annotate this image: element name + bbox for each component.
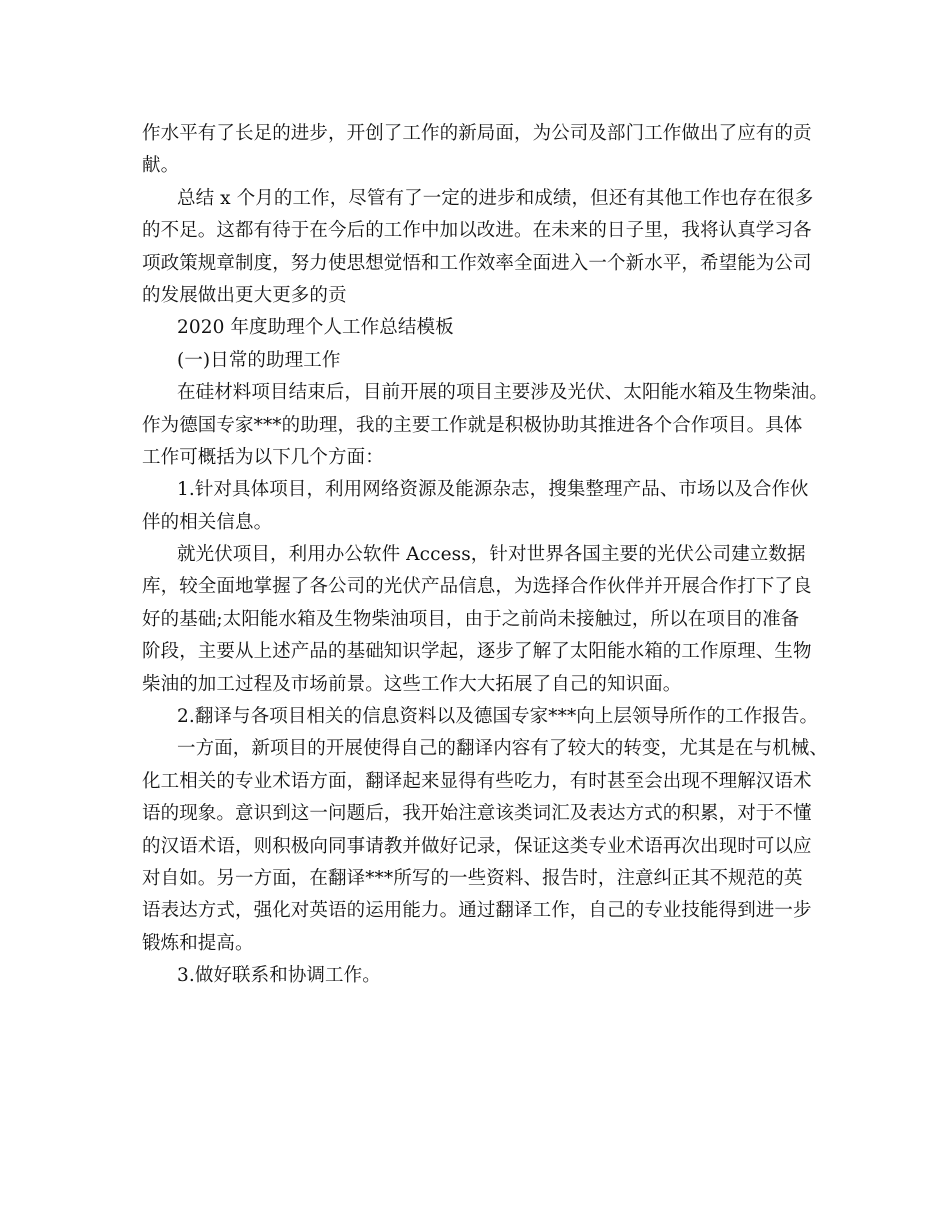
body-line-9: 在硅材料项目结束后，目前开展的项目主要涉及光伏、太阳能水箱及生物柴油。 <box>177 382 829 404</box>
body-line-5: 项政策规章制度，努力使思想觉悟和工作效率全面进入一个新水平，希望能为公司 <box>142 252 812 274</box>
body-line-11: 工作可概括为以下几个方面： <box>142 446 384 468</box>
body-line-20: 一方面，新项目的开展使得自己的翻译内容有了较大的转变，尤其是在与机械、 <box>177 738 829 760</box>
body-line-13: 伴的相关信息。 <box>142 511 273 533</box>
body-line-1: 作水平有了长足的进步，开创了工作的新局面，为公司及部门工作做出了应有的贡 <box>142 123 812 144</box>
body-line-17: 阶段，主要从上述产品的基础知识学起，逐步了解了太阳能水箱的工作原理、生物 <box>142 641 812 663</box>
list-item-1: 1.针对具体项目，利用网络资源及能源杂志，搜集整理产品、市场以及合作伙 <box>177 479 809 501</box>
list-item-3: 3.做好联系和协调工作。 <box>177 965 381 987</box>
body-line-22: 语的现象。意识到这一问题后，我开始注意该类词汇及表达方式的积累，对于不懂 <box>142 803 812 825</box>
body-line-3: 总结 x 个月的工作，尽管有了一定的进步和成绩，但还有其他工作也存在很多 <box>177 187 814 209</box>
body-line-10: 作为德国专家***的助理，我的主要工作就是积极协助其推进各个合作项目。具体 <box>142 414 803 436</box>
body-line-21: 化工相关的专业术语方面，翻译起来显得有些吃力，有时甚至会出现不理解汉语术 <box>142 770 812 792</box>
body-line-23: 的汉语术语，则积极向同事请教并做好记录，保证这类专业术语再次出现时可以应 <box>142 835 812 857</box>
section-title: 2020 年度助理个人工作总结模板 <box>177 317 454 339</box>
body-line-18: 柴油的加工过程及市场前景。这些工作大大拓展了自己的知识面。 <box>142 673 682 695</box>
body-line-6: 的发展做出更大更多的贡 <box>142 284 347 306</box>
subsection-heading: (一)日常的助理工作 <box>177 349 341 371</box>
body-line-26: 锻炼和提高。 <box>142 932 254 954</box>
body-line-15: 库，较全面地掌握了各公司的光伏产品信息，为选择合作伙伴并开展合作打下了良 <box>142 576 812 598</box>
body-line-24: 对自如。另一方面，在翻译***所写的一些资料、报告时，注意纠正其不规范的英 <box>142 867 803 889</box>
document-body <box>142 118 829 993</box>
body-line-16: 好的基础;太阳能水箱及生物柴油项目，由于之前尚未接触过，所以在项目的准备 <box>142 608 800 630</box>
body-line-14: 就光伏项目，利用办公软件 Access，针对世界各国主要的光伏公司建立数据 <box>177 544 806 566</box>
body-line-25: 语表达方式，强化对英语的运用能力。通过翻译工作，自己的专业技能得到进一步 <box>142 900 812 922</box>
body-line-4: 的不足。这都有待于在今后的工作中加以改进。在未来的日子里，我将认真学习各 <box>142 220 812 242</box>
body-line-2: 献。 <box>142 155 180 177</box>
list-item-2: 2.翻译与各项目相关的信息资料以及德国专家***向上层领导所作的工作报告。 <box>177 706 819 728</box>
